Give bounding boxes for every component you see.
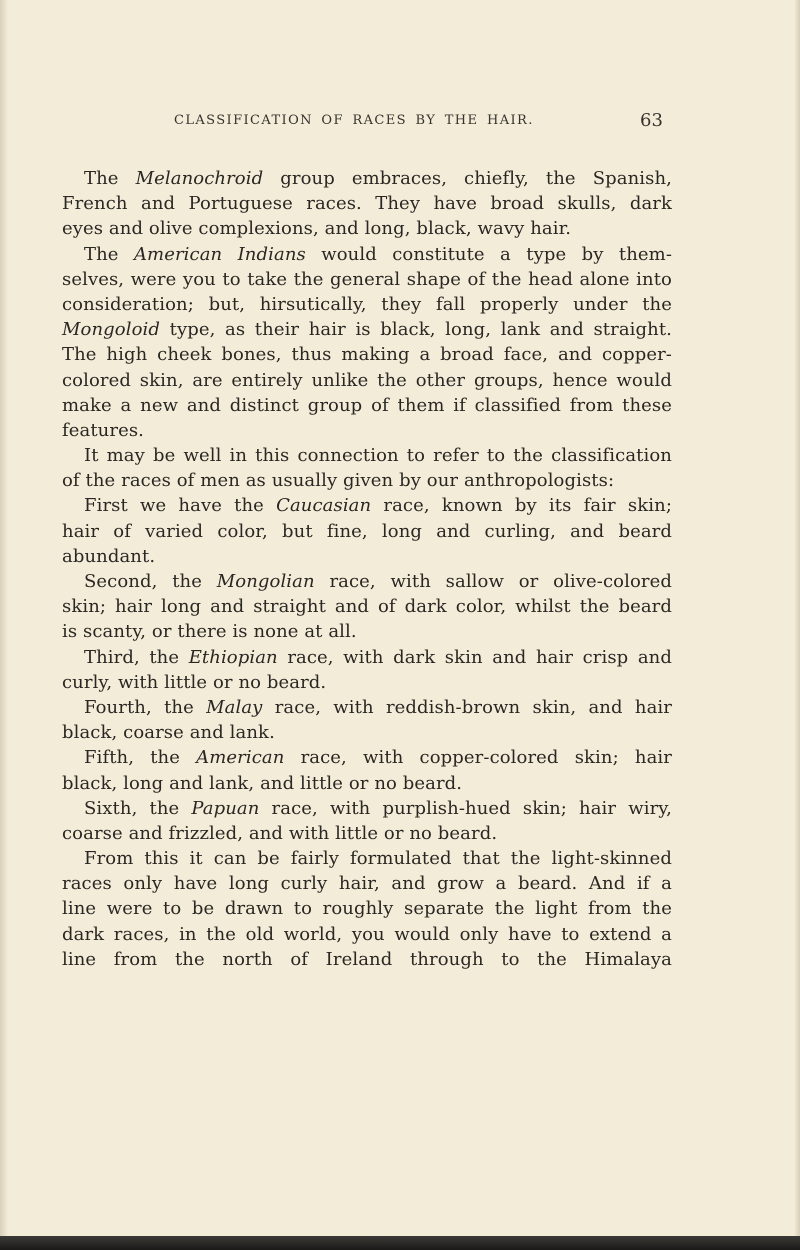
text-run: race, with dark skin and hair crisp and bbox=[277, 646, 672, 668]
text-run: race, with purplish-hued skin; hair wiry, bbox=[259, 797, 672, 819]
text-line bbox=[62, 569, 672, 594]
italic-term: Caucasian bbox=[276, 495, 372, 517]
text-line bbox=[62, 267, 672, 292]
running-head bbox=[0, 110, 800, 137]
text-line bbox=[62, 242, 672, 267]
text-line bbox=[62, 191, 672, 216]
text-run: black, coarse and lank. bbox=[62, 722, 275, 744]
text-run: dark races, in the old world, you would only have to extend a bbox=[62, 923, 672, 945]
text-run: Third, the bbox=[84, 646, 189, 668]
text-line bbox=[62, 846, 672, 871]
text-line bbox=[62, 720, 672, 745]
text-line bbox=[62, 619, 672, 644]
text-run: line from the north of Ireland through to the Himalaya bbox=[62, 948, 672, 970]
text-line bbox=[62, 216, 672, 241]
text-line bbox=[62, 771, 672, 796]
text-run: hair of varied color, but fine, long and curling, and beard bbox=[62, 520, 672, 542]
text-run: Fourth, the bbox=[84, 696, 207, 718]
text-run: race, with sallow or olive-colored bbox=[314, 571, 672, 592]
text-run: races only have long curly hair, and grow a beard. And if a bbox=[62, 873, 672, 895]
text-run: The bbox=[84, 168, 136, 189]
text-line bbox=[62, 166, 672, 191]
page-edge-left bbox=[0, 0, 8, 1250]
text-run: is scanty, or there is none at all. bbox=[62, 621, 357, 643]
text-run: make a new and distinct group of them if classified from these bbox=[62, 394, 672, 416]
text-run: coarse and frizzled, and with little or no beard. bbox=[62, 822, 498, 844]
text-run: Sixth, the bbox=[84, 797, 192, 819]
text-line bbox=[62, 896, 672, 921]
text-line bbox=[62, 368, 672, 393]
text-run: of the races of men as usually given by our anthropologists: bbox=[62, 470, 615, 492]
page-number: 63 bbox=[640, 110, 663, 131]
body-text bbox=[62, 166, 672, 972]
text-run: line were to be drawn to roughly separate the light from the bbox=[62, 898, 672, 920]
text-run: would constitute a type by them- bbox=[305, 243, 673, 265]
text-line bbox=[62, 493, 672, 518]
text-line bbox=[62, 821, 672, 846]
text-run: First we have the bbox=[84, 495, 277, 517]
text-run: race, with copper-colored skin; hair bbox=[284, 747, 672, 769]
text-run: abundant. bbox=[62, 545, 156, 567]
text-line bbox=[62, 645, 672, 670]
text-run: French and Portuguese races. They have broad skulls, dark bbox=[62, 193, 672, 215]
text-run: Second, the bbox=[84, 571, 217, 592]
text-line bbox=[62, 342, 672, 367]
text-run: features. bbox=[62, 419, 144, 441]
text-line bbox=[62, 468, 672, 493]
italic-term: American bbox=[196, 747, 285, 769]
italic-term: Mongolian bbox=[216, 571, 315, 592]
text-run: Fifth, the bbox=[84, 747, 197, 769]
text-run: The bbox=[84, 243, 134, 265]
text-run: The high cheek bones, thus making a broad face, and copper- bbox=[62, 344, 672, 366]
text-run: selves, were you to take the general shape of the head alone into bbox=[62, 268, 672, 290]
text-run: eyes and olive complexions, and long, black, wavy hair. bbox=[62, 218, 572, 240]
text-run: race, with reddish-brown skin, and hair bbox=[262, 696, 672, 718]
text-line bbox=[62, 745, 672, 770]
text-line bbox=[62, 922, 672, 947]
text-line bbox=[62, 695, 672, 720]
text-line bbox=[62, 544, 672, 569]
page-bottom-edge bbox=[0, 1236, 800, 1250]
text-line bbox=[62, 947, 672, 972]
text-run: consideration; but, hirsutically, they fall properly under the bbox=[62, 293, 672, 315]
text-run: type, as their hair is black, long, lank and straight. bbox=[160, 319, 672, 341]
italic-term: Ethiopian bbox=[188, 646, 278, 668]
text-line bbox=[62, 317, 672, 342]
italic-term: American Indians bbox=[133, 243, 306, 265]
text-line bbox=[62, 443, 672, 468]
text-run: From this it can be fairly formulated that the light-skinned bbox=[84, 848, 672, 870]
text-line bbox=[62, 418, 672, 443]
text-line bbox=[62, 519, 672, 544]
running-title: CLASSIFICATION OF RACES BY THE HAIR. bbox=[174, 113, 534, 128]
italic-term: Mongoloid bbox=[62, 319, 160, 341]
italic-term: Malay bbox=[206, 696, 263, 718]
text-run: skin; hair long and straight and of dark color, whilst the beard bbox=[62, 596, 672, 618]
text-line bbox=[62, 871, 672, 896]
italic-term: Papuan bbox=[191, 797, 260, 819]
text-line bbox=[62, 594, 672, 619]
text-line bbox=[62, 393, 672, 418]
page-edge-right bbox=[794, 0, 800, 1250]
text-run: It may be well in this connection to refer to the classification bbox=[84, 445, 672, 467]
text-run: race, known by its fair skin; bbox=[371, 495, 672, 517]
text-run: curly, with little or no beard. bbox=[62, 671, 327, 693]
italic-term: Melanochroid bbox=[135, 168, 264, 189]
text-line bbox=[62, 292, 672, 317]
text-run: group embraces, chiefly, the Spanish, bbox=[263, 168, 672, 189]
text-line bbox=[62, 796, 672, 821]
text-line bbox=[62, 670, 672, 695]
text-run: colored skin, are entirely unlike the other groups, hence would bbox=[62, 369, 672, 391]
text-run: black, long and lank, and little or no beard. bbox=[62, 772, 463, 794]
